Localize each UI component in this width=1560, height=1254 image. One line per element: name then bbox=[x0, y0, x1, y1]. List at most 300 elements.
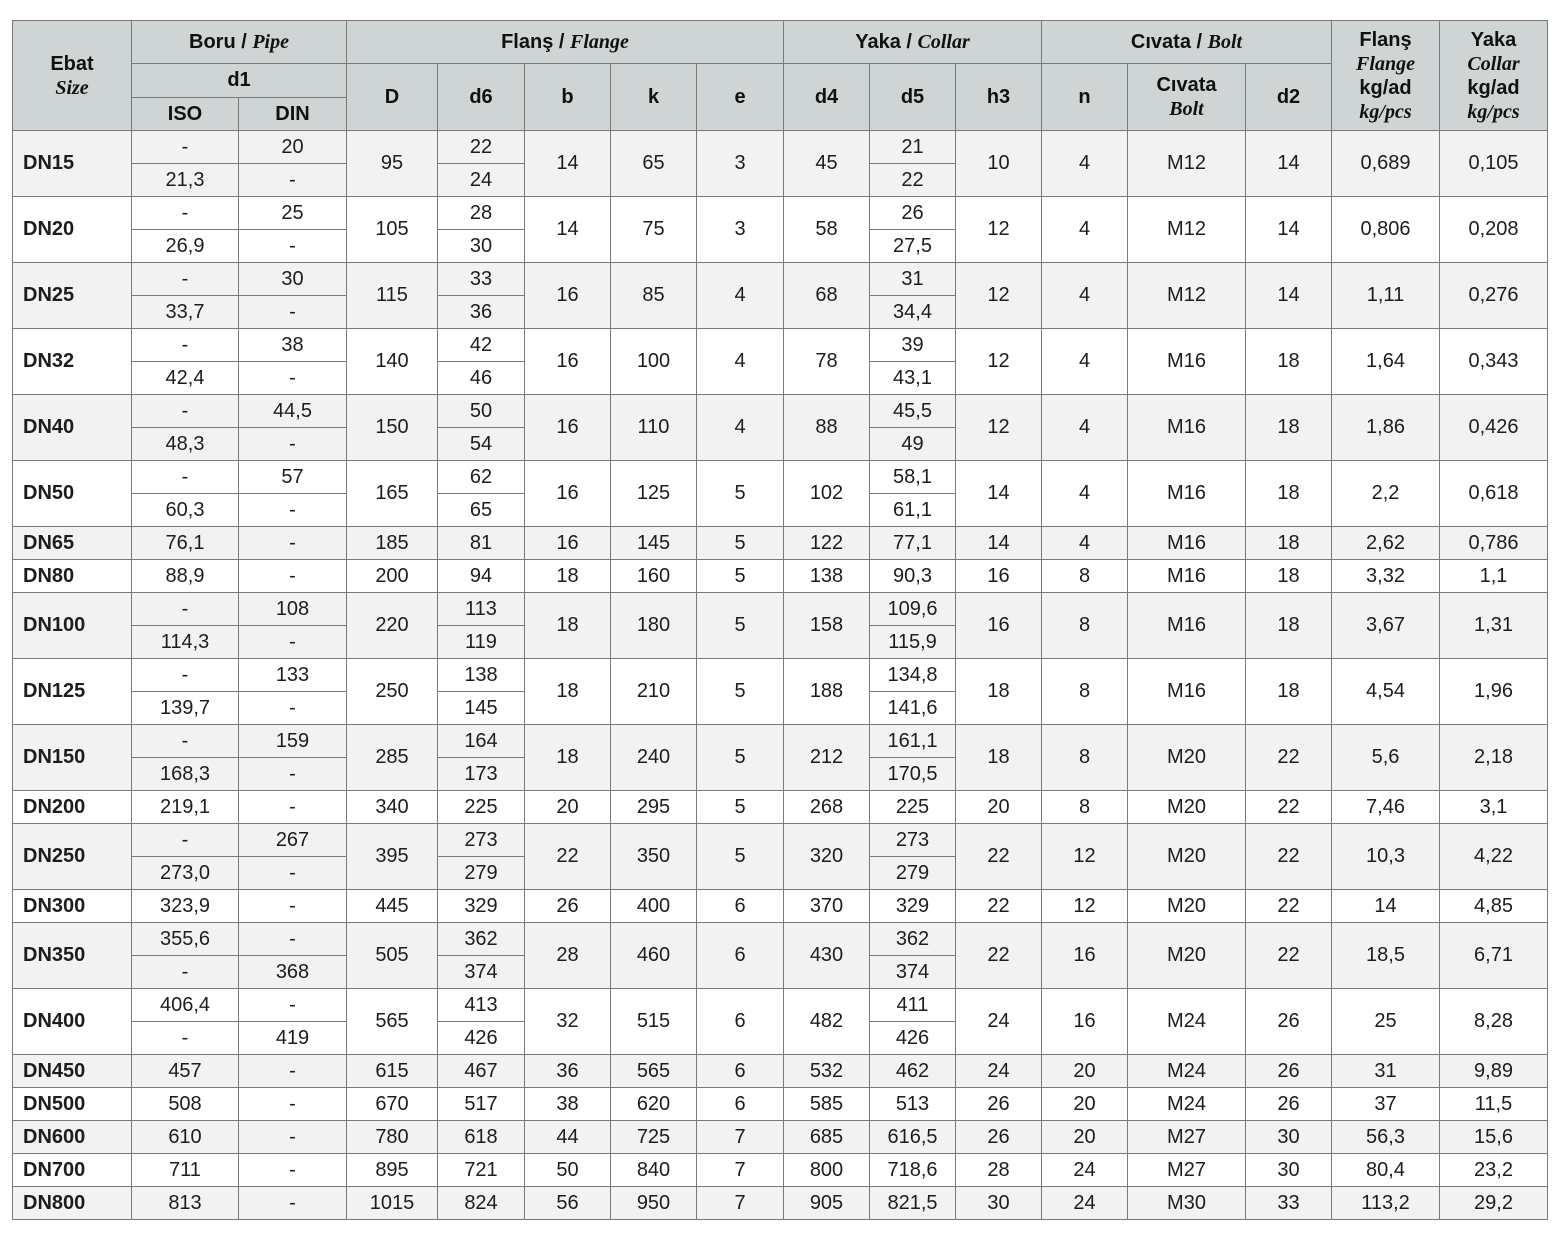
cell-n: 16 bbox=[1042, 923, 1128, 989]
cell-din: - bbox=[239, 230, 347, 263]
header-collar-weight-en: Collar bbox=[1467, 52, 1520, 75]
cell-e: 7 bbox=[697, 1121, 784, 1154]
cell-iso: 88,9 bbox=[132, 560, 239, 593]
cell-h3: 24 bbox=[956, 1055, 1042, 1088]
cell-d2: 30 bbox=[1246, 1154, 1332, 1187]
cell-b: 16 bbox=[525, 395, 611, 461]
cell-bolt: M20 bbox=[1128, 923, 1246, 989]
cell-n: 4 bbox=[1042, 197, 1128, 263]
cell-k: 85 bbox=[611, 263, 697, 329]
cell-d5: 31 bbox=[870, 263, 956, 296]
cell-d5: 49 bbox=[870, 428, 956, 461]
cell-d4: 430 bbox=[784, 923, 870, 989]
cell-D: 140 bbox=[347, 329, 438, 395]
cell-flange-weight: 0,689 bbox=[1332, 131, 1440, 197]
cell-d5: 616,5 bbox=[870, 1121, 956, 1154]
cell-k: 160 bbox=[611, 560, 697, 593]
cell-h3: 16 bbox=[956, 560, 1042, 593]
cell-b: 50 bbox=[525, 1154, 611, 1187]
cell-D: 105 bbox=[347, 197, 438, 263]
cell-d4: 370 bbox=[784, 890, 870, 923]
cell-h3: 22 bbox=[956, 923, 1042, 989]
cell-bolt: M16 bbox=[1128, 527, 1246, 560]
cell-d6: 517 bbox=[438, 1088, 525, 1121]
cell-bolt: M20 bbox=[1128, 725, 1246, 791]
cell-k: 210 bbox=[611, 659, 697, 725]
header-pipe-tr: Boru / bbox=[189, 30, 253, 53]
cell-size: DN65 bbox=[13, 527, 132, 560]
cell-d4: 188 bbox=[784, 659, 870, 725]
cell-din: - bbox=[239, 296, 347, 329]
cell-d4: 122 bbox=[784, 527, 870, 560]
header-flange-weight-unit-en: kg/pcs bbox=[1359, 100, 1412, 123]
cell-iso: - bbox=[132, 1022, 239, 1055]
cell-din: - bbox=[239, 923, 347, 956]
cell-flange-weight: 1,11 bbox=[1332, 263, 1440, 329]
cell-k: 100 bbox=[611, 329, 697, 395]
cell-d5: 22 bbox=[870, 164, 956, 197]
cell-size: DN450 bbox=[13, 1055, 132, 1088]
table-row bbox=[13, 593, 1548, 626]
cell-iso: 114,3 bbox=[132, 626, 239, 659]
header-collar-tr: Yaka / bbox=[855, 30, 918, 53]
cell-b: 16 bbox=[525, 263, 611, 329]
cell-D: 150 bbox=[347, 395, 438, 461]
cell-b: 28 bbox=[525, 923, 611, 989]
cell-d5: 39 bbox=[870, 329, 956, 362]
cell-h3: 14 bbox=[956, 527, 1042, 560]
header-pipe bbox=[132, 21, 347, 64]
cell-d6: 374 bbox=[438, 956, 525, 989]
cell-d6: 113 bbox=[438, 593, 525, 626]
cell-n: 12 bbox=[1042, 890, 1128, 923]
cell-n: 4 bbox=[1042, 329, 1128, 395]
cell-din: - bbox=[239, 791, 347, 824]
cell-D: 285 bbox=[347, 725, 438, 791]
cell-din: 38 bbox=[239, 329, 347, 362]
table-row bbox=[13, 197, 1548, 230]
cell-d2: 30 bbox=[1246, 1121, 1332, 1154]
cell-k: 350 bbox=[611, 824, 697, 890]
cell-d5: 279 bbox=[870, 857, 956, 890]
cell-d6: 279 bbox=[438, 857, 525, 890]
cell-iso: 42,4 bbox=[132, 362, 239, 395]
cell-bolt: M12 bbox=[1128, 197, 1246, 263]
cell-n: 20 bbox=[1042, 1088, 1128, 1121]
cell-d6: 721 bbox=[438, 1154, 525, 1187]
cell-D: 95 bbox=[347, 131, 438, 197]
flange-table-container bbox=[12, 20, 1548, 1220]
cell-d6: 119 bbox=[438, 626, 525, 659]
cell-k: 295 bbox=[611, 791, 697, 824]
cell-iso: 406,4 bbox=[132, 989, 239, 1022]
cell-d4: 482 bbox=[784, 989, 870, 1055]
cell-d5: 77,1 bbox=[870, 527, 956, 560]
cell-din: - bbox=[239, 857, 347, 890]
cell-e: 5 bbox=[697, 725, 784, 791]
cell-d5: 273 bbox=[870, 824, 956, 857]
cell-size: DN15 bbox=[13, 131, 132, 197]
cell-din: - bbox=[239, 1187, 347, 1220]
cell-d6: 65 bbox=[438, 494, 525, 527]
cell-size: DN600 bbox=[13, 1121, 132, 1154]
cell-bolt: M24 bbox=[1128, 1088, 1246, 1121]
cell-d2: 18 bbox=[1246, 395, 1332, 461]
header-d5: d5 bbox=[870, 64, 956, 131]
cell-h3: 12 bbox=[956, 395, 1042, 461]
cell-flange-weight: 10,3 bbox=[1332, 824, 1440, 890]
cell-collar-weight: 4,22 bbox=[1440, 824, 1548, 890]
cell-din: - bbox=[239, 1088, 347, 1121]
cell-iso: - bbox=[132, 197, 239, 230]
cell-d5: 374 bbox=[870, 956, 956, 989]
cell-flange-weight: 113,2 bbox=[1332, 1187, 1440, 1220]
cell-iso: 273,0 bbox=[132, 857, 239, 890]
cell-iso: - bbox=[132, 131, 239, 164]
cell-iso: - bbox=[132, 725, 239, 758]
cell-k: 240 bbox=[611, 725, 697, 791]
cell-e: 5 bbox=[697, 824, 784, 890]
cell-e: 6 bbox=[697, 1088, 784, 1121]
cell-iso: - bbox=[132, 395, 239, 428]
cell-e: 7 bbox=[697, 1187, 784, 1220]
cell-d2: 14 bbox=[1246, 131, 1332, 197]
cell-flange-weight: 2,62 bbox=[1332, 527, 1440, 560]
cell-din: 133 bbox=[239, 659, 347, 692]
header-n: n bbox=[1042, 64, 1128, 131]
cell-d5: 45,5 bbox=[870, 395, 956, 428]
cell-iso: 76,1 bbox=[132, 527, 239, 560]
cell-din: 108 bbox=[239, 593, 347, 626]
table-row bbox=[13, 725, 1548, 758]
cell-D: 115 bbox=[347, 263, 438, 329]
header-collar-weight-tr: Yaka bbox=[1470, 28, 1517, 51]
cell-bolt: M16 bbox=[1128, 659, 1246, 725]
cell-size: DN100 bbox=[13, 593, 132, 659]
cell-n: 12 bbox=[1042, 824, 1128, 890]
cell-iso: 33,7 bbox=[132, 296, 239, 329]
cell-size: DN80 bbox=[13, 560, 132, 593]
cell-d2: 14 bbox=[1246, 197, 1332, 263]
cell-D: 220 bbox=[347, 593, 438, 659]
header-collar-weight bbox=[1440, 21, 1548, 131]
cell-collar-weight: 3,1 bbox=[1440, 791, 1548, 824]
cell-flange-weight: 37 bbox=[1332, 1088, 1440, 1121]
cell-bolt: M16 bbox=[1128, 395, 1246, 461]
cell-din: 159 bbox=[239, 725, 347, 758]
cell-d5: 329 bbox=[870, 890, 956, 923]
cell-e: 6 bbox=[697, 989, 784, 1055]
cell-d2: 14 bbox=[1246, 263, 1332, 329]
cell-d4: 58 bbox=[784, 197, 870, 263]
cell-d6: 46 bbox=[438, 362, 525, 395]
cell-e: 6 bbox=[697, 890, 784, 923]
cell-d6: 225 bbox=[438, 791, 525, 824]
cell-din: - bbox=[239, 692, 347, 725]
cell-d5: 225 bbox=[870, 791, 956, 824]
cell-collar-weight: 1,96 bbox=[1440, 659, 1548, 725]
cell-din: 44,5 bbox=[239, 395, 347, 428]
cell-size: DN150 bbox=[13, 725, 132, 791]
cell-e: 5 bbox=[697, 593, 784, 659]
cell-d5: 821,5 bbox=[870, 1187, 956, 1220]
header-collar-weight-unit: kg/ad bbox=[1467, 76, 1520, 99]
cell-bolt: M24 bbox=[1128, 989, 1246, 1055]
table-row bbox=[13, 659, 1548, 692]
cell-h3: 12 bbox=[956, 197, 1042, 263]
cell-size: DN500 bbox=[13, 1088, 132, 1121]
cell-iso: - bbox=[132, 461, 239, 494]
header-size bbox=[13, 21, 132, 131]
cell-d2: 18 bbox=[1246, 560, 1332, 593]
cell-b: 16 bbox=[525, 329, 611, 395]
header-din: DIN bbox=[239, 98, 347, 131]
cell-n: 8 bbox=[1042, 725, 1128, 791]
cell-collar-weight: 11,5 bbox=[1440, 1088, 1548, 1121]
table-body bbox=[13, 131, 1548, 1220]
header-size-tr: Ebat bbox=[50, 52, 94, 75]
cell-bolt: M20 bbox=[1128, 791, 1246, 824]
cell-d6: 36 bbox=[438, 296, 525, 329]
cell-h3: 30 bbox=[956, 1187, 1042, 1220]
cell-b: 14 bbox=[525, 131, 611, 197]
cell-iso: 48,3 bbox=[132, 428, 239, 461]
cell-n: 24 bbox=[1042, 1187, 1128, 1220]
cell-d5: 61,1 bbox=[870, 494, 956, 527]
table-row bbox=[13, 1088, 1548, 1121]
cell-d5: 161,1 bbox=[870, 725, 956, 758]
cell-d5: 170,5 bbox=[870, 758, 956, 791]
cell-D: 250 bbox=[347, 659, 438, 725]
cell-d2: 18 bbox=[1246, 461, 1332, 527]
cell-d2: 22 bbox=[1246, 890, 1332, 923]
cell-e: 6 bbox=[697, 1055, 784, 1088]
header-k: k bbox=[611, 64, 697, 131]
table-row bbox=[13, 395, 1548, 428]
cell-D: 200 bbox=[347, 560, 438, 593]
cell-din: 30 bbox=[239, 263, 347, 296]
cell-flange-weight: 0,806 bbox=[1332, 197, 1440, 263]
cell-D: 445 bbox=[347, 890, 438, 923]
cell-d4: 88 bbox=[784, 395, 870, 461]
cell-din: 20 bbox=[239, 131, 347, 164]
cell-collar-weight: 0,786 bbox=[1440, 527, 1548, 560]
cell-iso: 323,9 bbox=[132, 890, 239, 923]
header-d4: d4 bbox=[784, 64, 870, 131]
cell-din: - bbox=[239, 890, 347, 923]
cell-d4: 320 bbox=[784, 824, 870, 890]
cell-d2: 22 bbox=[1246, 791, 1332, 824]
cell-d4: 268 bbox=[784, 791, 870, 824]
cell-d6: 413 bbox=[438, 989, 525, 1022]
cell-d6: 24 bbox=[438, 164, 525, 197]
cell-d5: 362 bbox=[870, 923, 956, 956]
table-row bbox=[13, 131, 1548, 164]
cell-din: - bbox=[239, 527, 347, 560]
cell-d6: 81 bbox=[438, 527, 525, 560]
cell-h3: 26 bbox=[956, 1088, 1042, 1121]
cell-h3: 10 bbox=[956, 131, 1042, 197]
cell-flange-weight: 1,86 bbox=[1332, 395, 1440, 461]
cell-k: 65 bbox=[611, 131, 697, 197]
cell-d5: 27,5 bbox=[870, 230, 956, 263]
cell-flange-weight: 4,54 bbox=[1332, 659, 1440, 725]
cell-d6: 145 bbox=[438, 692, 525, 725]
table-row bbox=[13, 1187, 1548, 1220]
cell-size: DN25 bbox=[13, 263, 132, 329]
cell-flange-weight: 1,64 bbox=[1332, 329, 1440, 395]
cell-n: 8 bbox=[1042, 659, 1128, 725]
cell-d5: 90,3 bbox=[870, 560, 956, 593]
cell-din: - bbox=[239, 494, 347, 527]
cell-h3: 24 bbox=[956, 989, 1042, 1055]
cell-iso: 60,3 bbox=[132, 494, 239, 527]
cell-h3: 14 bbox=[956, 461, 1042, 527]
cell-bolt: M12 bbox=[1128, 131, 1246, 197]
header-iso: ISO bbox=[132, 98, 239, 131]
cell-b: 36 bbox=[525, 1055, 611, 1088]
table-row bbox=[13, 923, 1548, 956]
header-d1: d1 bbox=[132, 64, 347, 98]
cell-b: 18 bbox=[525, 560, 611, 593]
cell-d2: 33 bbox=[1246, 1187, 1332, 1220]
cell-flange-weight: 3,32 bbox=[1332, 560, 1440, 593]
cell-bolt: M24 bbox=[1128, 1055, 1246, 1088]
table-row bbox=[13, 890, 1548, 923]
cell-d2: 18 bbox=[1246, 659, 1332, 725]
cell-h3: 12 bbox=[956, 329, 1042, 395]
cell-din: - bbox=[239, 626, 347, 659]
cell-d6: 138 bbox=[438, 659, 525, 692]
cell-D: 780 bbox=[347, 1121, 438, 1154]
cell-collar-weight: 1,31 bbox=[1440, 593, 1548, 659]
cell-flange-weight: 31 bbox=[1332, 1055, 1440, 1088]
header-b: b bbox=[525, 64, 611, 131]
cell-e: 7 bbox=[697, 1154, 784, 1187]
cell-bolt: M16 bbox=[1128, 461, 1246, 527]
cell-h3: 28 bbox=[956, 1154, 1042, 1187]
cell-d4: 212 bbox=[784, 725, 870, 791]
cell-d5: 411 bbox=[870, 989, 956, 1022]
cell-h3: 16 bbox=[956, 593, 1042, 659]
cell-n: 8 bbox=[1042, 791, 1128, 824]
cell-k: 75 bbox=[611, 197, 697, 263]
cell-bolt: M16 bbox=[1128, 560, 1246, 593]
cell-n: 16 bbox=[1042, 989, 1128, 1055]
flange-dimensions-table bbox=[12, 20, 1548, 1220]
cell-d6: 30 bbox=[438, 230, 525, 263]
cell-h3: 20 bbox=[956, 791, 1042, 824]
cell-din: - bbox=[239, 1121, 347, 1154]
cell-b: 18 bbox=[525, 593, 611, 659]
cell-din: 368 bbox=[239, 956, 347, 989]
cell-D: 165 bbox=[347, 461, 438, 527]
cell-bolt: M27 bbox=[1128, 1154, 1246, 1187]
header-bolt bbox=[1042, 21, 1332, 64]
header-d6: d6 bbox=[438, 64, 525, 131]
cell-k: 620 bbox=[611, 1088, 697, 1121]
cell-b: 44 bbox=[525, 1121, 611, 1154]
cell-n: 4 bbox=[1042, 461, 1128, 527]
cell-iso: 813 bbox=[132, 1187, 239, 1220]
cell-iso: 355,6 bbox=[132, 923, 239, 956]
table-row bbox=[13, 1121, 1548, 1154]
cell-size: DN32 bbox=[13, 329, 132, 395]
header-bolt-en: Bolt bbox=[1207, 30, 1243, 53]
cell-d5: 21 bbox=[870, 131, 956, 164]
cell-d6: 22 bbox=[438, 131, 525, 164]
cell-n: 8 bbox=[1042, 560, 1128, 593]
cell-d6: 362 bbox=[438, 923, 525, 956]
cell-bolt: M12 bbox=[1128, 263, 1246, 329]
cell-din: - bbox=[239, 560, 347, 593]
cell-d6: 62 bbox=[438, 461, 525, 494]
cell-iso: 168,3 bbox=[132, 758, 239, 791]
cell-e: 5 bbox=[697, 461, 784, 527]
cell-iso: - bbox=[132, 659, 239, 692]
cell-d6: 94 bbox=[438, 560, 525, 593]
cell-d2: 18 bbox=[1246, 527, 1332, 560]
cell-collar-weight: 0,276 bbox=[1440, 263, 1548, 329]
cell-D: 1015 bbox=[347, 1187, 438, 1220]
cell-d4: 905 bbox=[784, 1187, 870, 1220]
cell-d5: 109,6 bbox=[870, 593, 956, 626]
cell-k: 400 bbox=[611, 890, 697, 923]
cell-d4: 800 bbox=[784, 1154, 870, 1187]
cell-d4: 532 bbox=[784, 1055, 870, 1088]
cell-iso: - bbox=[132, 593, 239, 626]
cell-collar-weight: 0,343 bbox=[1440, 329, 1548, 395]
cell-d2: 22 bbox=[1246, 923, 1332, 989]
header-pipe-en: Pipe bbox=[252, 30, 289, 53]
cell-d5: 462 bbox=[870, 1055, 956, 1088]
cell-d6: 329 bbox=[438, 890, 525, 923]
cell-bolt: M16 bbox=[1128, 329, 1246, 395]
table-row bbox=[13, 791, 1548, 824]
header-collar-weight-unit-en: kg/pcs bbox=[1467, 100, 1520, 123]
cell-size: DN50 bbox=[13, 461, 132, 527]
cell-iso: 610 bbox=[132, 1121, 239, 1154]
header-flange-weight-tr: Flanş bbox=[1359, 28, 1412, 51]
cell-h3: 26 bbox=[956, 1121, 1042, 1154]
cell-iso: 219,1 bbox=[132, 791, 239, 824]
cell-din: - bbox=[239, 428, 347, 461]
cell-n: 4 bbox=[1042, 395, 1128, 461]
cell-e: 5 bbox=[697, 791, 784, 824]
cell-iso: - bbox=[132, 824, 239, 857]
cell-e: 4 bbox=[697, 395, 784, 461]
header-size-en: Size bbox=[55, 76, 89, 99]
cell-collar-weight: 9,89 bbox=[1440, 1055, 1548, 1088]
cell-collar-weight: 0,618 bbox=[1440, 461, 1548, 527]
cell-D: 615 bbox=[347, 1055, 438, 1088]
cell-collar-weight: 4,85 bbox=[1440, 890, 1548, 923]
header-bolt-col-en: Bolt bbox=[1169, 98, 1204, 120]
cell-b: 26 bbox=[525, 890, 611, 923]
cell-d4: 158 bbox=[784, 593, 870, 659]
cell-k: 460 bbox=[611, 923, 697, 989]
cell-e: 5 bbox=[697, 659, 784, 725]
cell-n: 4 bbox=[1042, 131, 1128, 197]
cell-d2: 26 bbox=[1246, 1055, 1332, 1088]
cell-d4: 685 bbox=[784, 1121, 870, 1154]
cell-collar-weight: 2,18 bbox=[1440, 725, 1548, 791]
cell-k: 725 bbox=[611, 1121, 697, 1154]
cell-din: 57 bbox=[239, 461, 347, 494]
table-header bbox=[13, 21, 1548, 131]
cell-d6: 273 bbox=[438, 824, 525, 857]
table-row bbox=[13, 560, 1548, 593]
